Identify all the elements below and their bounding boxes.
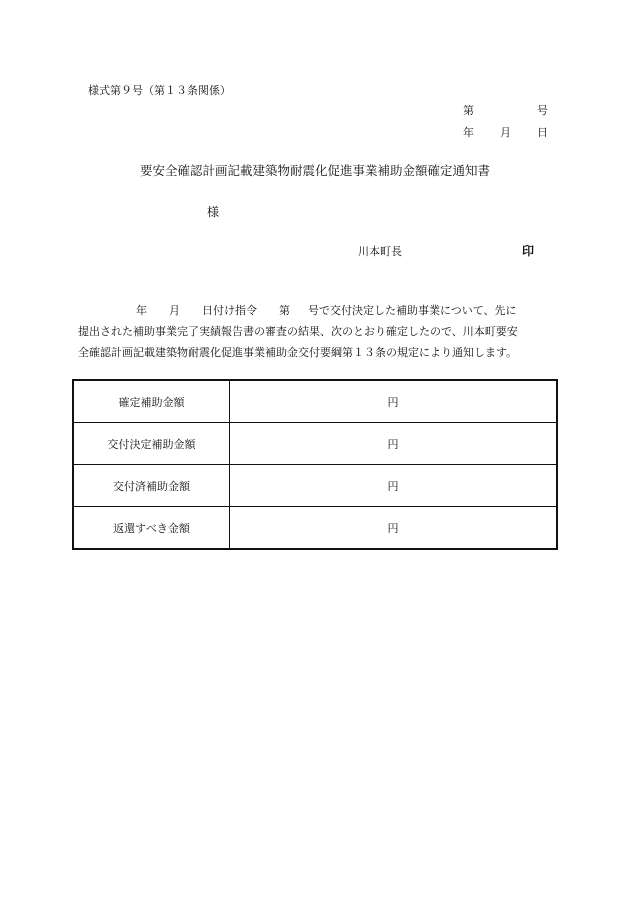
body-line-1 (78, 300, 560, 321)
refund-amount-value: 円 (230, 507, 558, 550)
date-year: 年 (463, 126, 474, 139)
table-row (73, 423, 557, 465)
paid-amount-label: 交付済補助金額 (73, 465, 230, 507)
confirmed-amount-value: 円 (230, 380, 558, 423)
sender-name: 川本町長 (358, 245, 402, 258)
decided-amount-label: 交付決定補助金額 (73, 423, 230, 465)
addressee-honorific: 様 (207, 205, 220, 219)
document-number-prefix: 第 (463, 104, 474, 117)
table-row (73, 380, 557, 423)
body-line-3: 全確認計画記載建築物耐震化促進事業補助金交付要綱第１３条の規定により通知します。 (78, 346, 518, 359)
table-row (73, 507, 557, 550)
date-month: 月 (500, 126, 511, 139)
amounts-table (72, 379, 558, 550)
body-year: 年 (136, 304, 147, 317)
body-date-ref: 日付け指令 (202, 304, 257, 317)
body-line-2: 提出された補助事業完了実績報告書の審査の結果、次のとおり確定したので、川本町要安 (78, 325, 518, 338)
decided-amount-value: 円 (230, 423, 558, 465)
paid-amount-value: 円 (230, 465, 558, 507)
seal-mark: 印 (522, 244, 535, 258)
body-month: 月 (169, 304, 180, 317)
confirmed-amount-label: 確定補助金額 (73, 380, 230, 423)
document-number-suffix: 号 (537, 104, 548, 117)
date-day: 日 (537, 126, 548, 139)
body-line-1-rest: 号で交付決定した補助事業について、先に (308, 304, 517, 317)
document-title: 要安全確認計画記載建築物耐震化促進事業補助金額確定通知書 (139, 163, 490, 178)
refund-amount-label: 返還すべき金額 (73, 507, 230, 550)
table-row (73, 465, 557, 507)
body-paragraph (78, 300, 560, 363)
body-no-prefix: 第 (279, 304, 290, 317)
form-number: 様式第９号（第１３条関係） (88, 84, 231, 97)
